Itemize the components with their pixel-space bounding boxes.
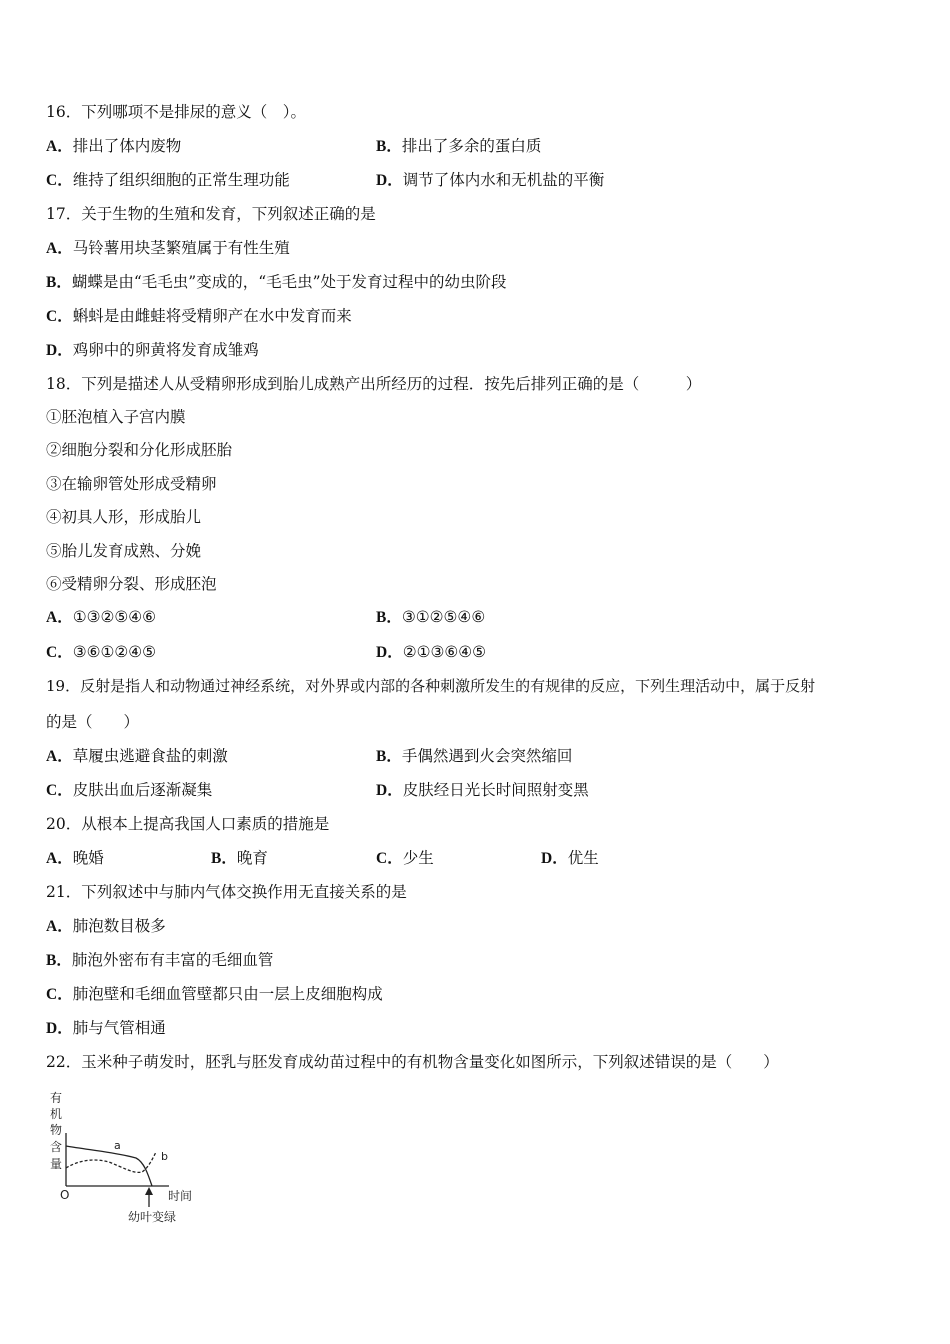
- q19-option-d: D．皮肤经日光长时间照射变黑: [376, 781, 589, 799]
- q20-option-c: C．少生: [376, 849, 434, 867]
- q21-option-b: B．肺泡外密布有丰富的毛细血管: [46, 951, 274, 969]
- q20-option-a: A．晚婚: [46, 849, 104, 867]
- y-label-char-1: 有: [50, 1091, 63, 1105]
- q18-step-3: ③在输卵管处形成受精卵: [46, 475, 217, 493]
- y-label-char-4: 含: [50, 1140, 63, 1154]
- organic-matter-graph: [44, 1088, 204, 1228]
- q19-option-a: A．草履虫逃避食盐的刺激: [46, 747, 228, 765]
- curve-b: [66, 1152, 156, 1172]
- q18-step-5: ⑤胎儿发育成熟、分娩: [46, 542, 202, 560]
- q19-option-c: C．皮肤出血后逐渐凝集: [46, 781, 213, 799]
- marker-arrowhead: [145, 1187, 153, 1195]
- q18-step-6: ⑥受精卵分裂、形成胚泡: [46, 575, 217, 593]
- q20-option-b: B．晚育: [211, 849, 268, 867]
- q21-stem: 21．下列叙述中与肺内气体交换作用无直接关系的是: [46, 883, 407, 901]
- q17-option-a: A．马铃薯用块茎繁殖属于有性生殖: [46, 239, 290, 257]
- q21-option-c: C．肺泡壁和毛细血管壁都只由一层上皮细胞构成: [46, 985, 383, 1003]
- q18-option-a: A．①③②⑤④⑥: [46, 608, 157, 626]
- q17-option-b: B．蝴蝶是由“毛毛虫”变成的，“毛毛虫”处于发育过程中的幼虫阶段: [46, 273, 507, 291]
- q17-option-c: C．蝌蚪是由雌蛙将受精卵产在水中发育而来: [46, 307, 352, 325]
- q18-step-2: ②细胞分裂和分化形成胚胎: [46, 441, 233, 459]
- q17-option-d: D．鸡卵中的卵黄将发育成雏鸡: [46, 341, 259, 359]
- q18-option-d: D．②①③⑥④⑤: [376, 643, 487, 661]
- q16-stem: 16．下列哪项不是排尿的意义（ ）。: [46, 103, 306, 121]
- q16-option-b: B．排出了多余的蛋白质: [376, 137, 542, 155]
- y-label-char-2: 机: [50, 1107, 63, 1121]
- q18-step-4: ④初具人形，形成胎儿: [46, 508, 202, 526]
- q16-option-d: D．调节了体内水和无机盐的平衡: [376, 171, 605, 189]
- q17-stem: 17．关于生物的生殖和发育，下列叙述正确的是: [46, 205, 376, 223]
- x-axis-label: 时间: [168, 1189, 193, 1203]
- y-label-char-3: 物: [50, 1123, 63, 1137]
- q20-stem: 20．从根本上提高我国人口素质的措施是: [46, 815, 330, 833]
- curve-a-label: a: [114, 1139, 121, 1152]
- q18-option-b: B．③①②⑤④⑥: [376, 608, 486, 626]
- q19-stem-line1: 19．反射是指人和动物通过神经系统，对外界或内部的各种刺激所发生的有规律的反应，下列生理活动中，属于反射: [46, 677, 816, 695]
- q19-stem-line2: 的是（ ）: [46, 713, 140, 731]
- q18-step-1: ①胚泡植入子宫内膜: [46, 408, 186, 426]
- q22-stem: 22．玉米种子萌发时，胚乳与胚发育成幼苗过程中的有机物含量变化如图所示，下列叙述错误的是（ ）: [46, 1053, 779, 1071]
- q16-option-a: A．排出了体内废物: [46, 137, 182, 155]
- y-label-char-5: 量: [50, 1157, 63, 1171]
- q18-option-c: C．③⑥①②④⑤: [46, 643, 157, 661]
- marker-label: 幼叶变绿: [128, 1210, 177, 1224]
- q19-option-b: B．手偶然遇到火会突然缩回: [376, 747, 573, 765]
- origin-label: O: [60, 1188, 70, 1202]
- q16-option-c: C．维持了组织细胞的正常生理功能: [46, 171, 290, 189]
- q21-option-a: A．肺泡数目极多: [46, 917, 166, 935]
- q20-option-d: D．优生: [541, 849, 599, 867]
- q18-stem: 18．下列是描述人从受精卵形成到胎儿成熟产出所经历的过程．按先后排列正确的是（ ）: [46, 375, 702, 393]
- curve-b-label: b: [161, 1150, 168, 1163]
- curve-a: [66, 1146, 152, 1186]
- q22-figure: [44, 1088, 204, 1228]
- q21-option-d: D．肺与气管相通: [46, 1019, 166, 1037]
